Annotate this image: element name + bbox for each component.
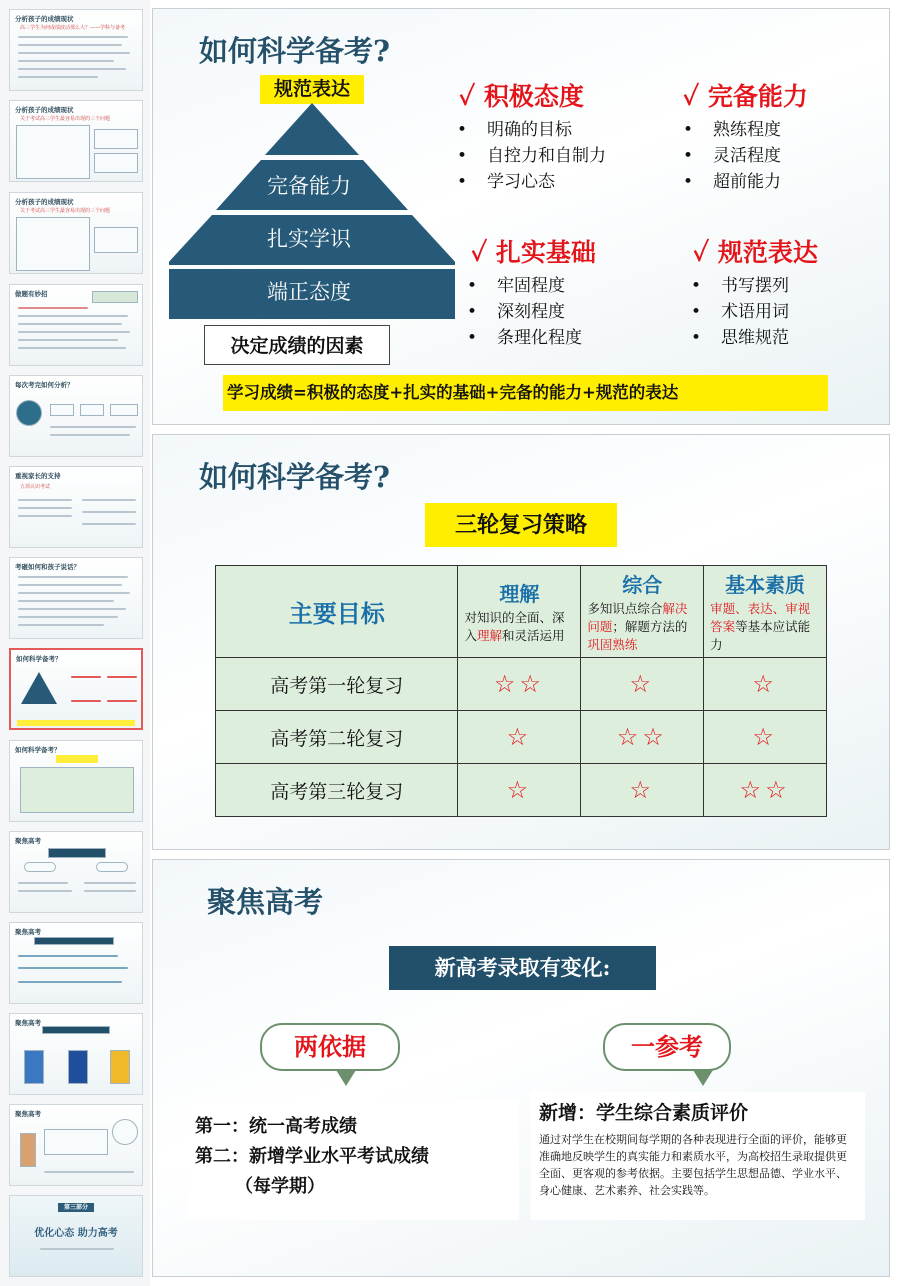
category-list xyxy=(467,273,582,351)
table-row xyxy=(216,658,827,711)
thumbnail-section-label: 第三部分 xyxy=(10,1202,142,1211)
list-item: • 自控力和自制力 xyxy=(457,143,606,169)
slide-thumbnail-9[interactable] xyxy=(9,740,143,822)
slide-thumbnail-4[interactable] xyxy=(9,284,143,366)
star-rating: ☆ xyxy=(458,711,581,764)
thumbnail-title: 聚焦高考 xyxy=(15,928,41,936)
row-label: 高考第一轮复习 xyxy=(216,658,458,711)
category-heading: ✓ 规范表达 xyxy=(693,238,818,267)
bubble-tail xyxy=(693,1070,713,1086)
category-list xyxy=(457,117,606,195)
star-rating: ☆☆ xyxy=(704,764,827,817)
slide-thumbnail-1[interactable] xyxy=(9,9,143,91)
star-rating: ☆☆ xyxy=(581,711,704,764)
star-rating: ☆ xyxy=(704,658,827,711)
column-description: 多知识点综合解决问题；解题方法的巩固熟练 xyxy=(587,601,688,652)
category-list xyxy=(683,117,781,195)
two-basis-card xyxy=(187,1100,519,1220)
slide-thumbnail-14[interactable] xyxy=(9,1195,143,1277)
pyramid-top-label: 规范表达 xyxy=(260,75,364,104)
pyramid-level-label: 端正态度 xyxy=(267,280,351,304)
list-item: • 术语用词 xyxy=(691,299,789,325)
list-item: • 明确的目标 xyxy=(457,117,606,143)
thumbnail-title: 聚焦高考 xyxy=(15,1019,41,1027)
slide-thumbnail-6[interactable] xyxy=(9,466,143,548)
thumbnail-title: 考砸如何和孩子说话？ xyxy=(15,563,80,571)
slide-thumbnail-3[interactable] xyxy=(9,192,143,274)
category-heading: ✓ 完备能力 xyxy=(683,82,808,111)
slide-thumbnail-8[interactable] xyxy=(9,648,143,730)
column-header-cell xyxy=(581,566,704,658)
thumbnail-title: 分析孩子的成绩现状 xyxy=(15,198,74,206)
review-strategy-table xyxy=(215,565,827,817)
star-rating: ☆ xyxy=(704,711,827,764)
thumbnail-subtitle: 关于考试高三学生最容易出现的三个问题 xyxy=(20,208,111,214)
bubble-tail xyxy=(336,1070,356,1086)
column-description: 审题、表达、审视答案等基本应试能力 xyxy=(710,601,811,652)
basis-line: 第二：新增学业水平考试成绩 xyxy=(195,1146,429,1167)
slide-review-strategy[interactable] xyxy=(152,434,890,850)
list-item: • 熟练程度 xyxy=(683,117,781,143)
list-item: • 深刻程度 xyxy=(467,299,582,325)
row-label: 高考第三轮复习 xyxy=(216,764,458,817)
thumbnail-title: 如何科学备考？ xyxy=(16,655,62,663)
table-header-row xyxy=(216,566,827,658)
thumbnail-title: 重视家长的支持 xyxy=(15,472,61,480)
star-rating: ☆☆ xyxy=(458,658,581,711)
two-basis-bubble: 两依据 xyxy=(260,1023,400,1071)
slide-focus-gaokao[interactable] xyxy=(152,859,890,1277)
slide-title: 如何科学备考? xyxy=(199,34,390,68)
slide-thumbnail-10[interactable] xyxy=(9,831,143,913)
reference-description: 通过对学生在校期间每学期的各种表现进行全面的评价，能够更准确地反映学生的真实能力和素质水平，为高校招生录取提供更全面、更客观的参考依据。主要包括学生思想品德、学业水平、身心健康、艺术素养、社会实践等。 xyxy=(539,1133,847,1197)
thumbnail-subtitle: 五项认识考试 xyxy=(20,484,51,490)
slide-thumbnail-panel xyxy=(0,0,150,1286)
basis-note: （每学期） xyxy=(235,1176,325,1197)
slide-thumbnail-12[interactable] xyxy=(9,1013,143,1095)
table-row xyxy=(216,711,827,764)
column-heading: 基本素质 xyxy=(725,573,806,597)
one-reference-bubble: 一参考 xyxy=(603,1023,731,1071)
column-heading: 综合 xyxy=(622,573,663,597)
list-item: • 思维规范 xyxy=(691,325,789,351)
pyramid-level-label: 扎实学识 xyxy=(267,227,351,251)
thumbnail-title: 如何科学备考？ xyxy=(15,746,61,754)
thumbnail-subtitle: 关于考试高三学生最容易出现的三个问题 xyxy=(20,116,111,122)
star-rating: ☆ xyxy=(581,764,704,817)
slide-thumbnail-7[interactable] xyxy=(9,557,143,639)
list-item: • 灵活程度 xyxy=(683,143,781,169)
slide-how-to-prepare[interactable] xyxy=(152,8,890,425)
list-item: • 条理化程度 xyxy=(467,325,582,351)
column-description: 对知识的全面、深入理解和灵活运用 xyxy=(464,610,565,643)
basis-line: 第一：统一高考成绩 xyxy=(195,1116,357,1137)
slide-thumbnail-11[interactable] xyxy=(9,922,143,1004)
column-header-cell xyxy=(458,566,581,658)
thumbnail-title: 分析孩子的成绩现状 xyxy=(15,106,74,114)
pyramid-level-label: 完备能力 xyxy=(267,174,351,198)
category-heading: ✓ 扎实基础 xyxy=(471,238,596,267)
slide-thumbnail-13[interactable] xyxy=(9,1104,143,1186)
score-formula-banner: 学习成绩=积极的态度+扎实的基础+完备的能力+规范的表达 xyxy=(223,375,828,411)
column-header-cell xyxy=(704,566,827,658)
admission-change-banner: 新高考录取有变化: xyxy=(389,946,656,990)
list-item: • 超前能力 xyxy=(683,169,781,195)
thumbnail-subtitle: 高三学生为何成绩波动那么大？——学科与备考 xyxy=(20,25,126,31)
main-goal-label: 主要目标 xyxy=(288,599,385,628)
thumbnail-title: 聚焦高考 xyxy=(15,837,41,845)
row-label: 高考第二轮复习 xyxy=(216,711,458,764)
list-item: • 学习心态 xyxy=(457,169,606,195)
list-item: • 书写摆列 xyxy=(691,273,789,299)
thumbnail-title: 聚焦高考 xyxy=(15,1110,41,1118)
decision-factor-box: 决定成绩的因素 xyxy=(204,325,390,365)
reference-title: 新增：学生综合素质评价 xyxy=(539,1102,749,1124)
thumbnail-title: 分析孩子的成绩现状 xyxy=(15,15,74,23)
star-rating: ☆ xyxy=(581,658,704,711)
category-list xyxy=(691,273,789,351)
thumbnail-title: 优化心态 助力高考 xyxy=(34,1228,118,1239)
pyramid-apex xyxy=(265,103,359,155)
slide-thumbnail-2[interactable] xyxy=(9,100,143,182)
one-reference-card xyxy=(531,1092,865,1220)
column-heading: 理解 xyxy=(499,582,540,606)
strategy-subtitle: 三轮复习策略 xyxy=(425,503,617,547)
table-row xyxy=(216,764,827,817)
slide-title: 如何科学备考? xyxy=(199,460,390,494)
thumbnail-title: 做题有妙招 xyxy=(15,290,48,298)
thumbnail-title: 每次考完如何分析？ xyxy=(15,381,74,389)
slide-title: 聚焦高考 xyxy=(207,885,324,919)
slide-thumbnail-5[interactable] xyxy=(9,375,143,457)
main-goal-cell xyxy=(216,566,458,658)
list-item: • 牢固程度 xyxy=(467,273,582,299)
category-heading: ✓ 积极态度 xyxy=(459,82,584,111)
star-rating: ☆ xyxy=(458,764,581,817)
